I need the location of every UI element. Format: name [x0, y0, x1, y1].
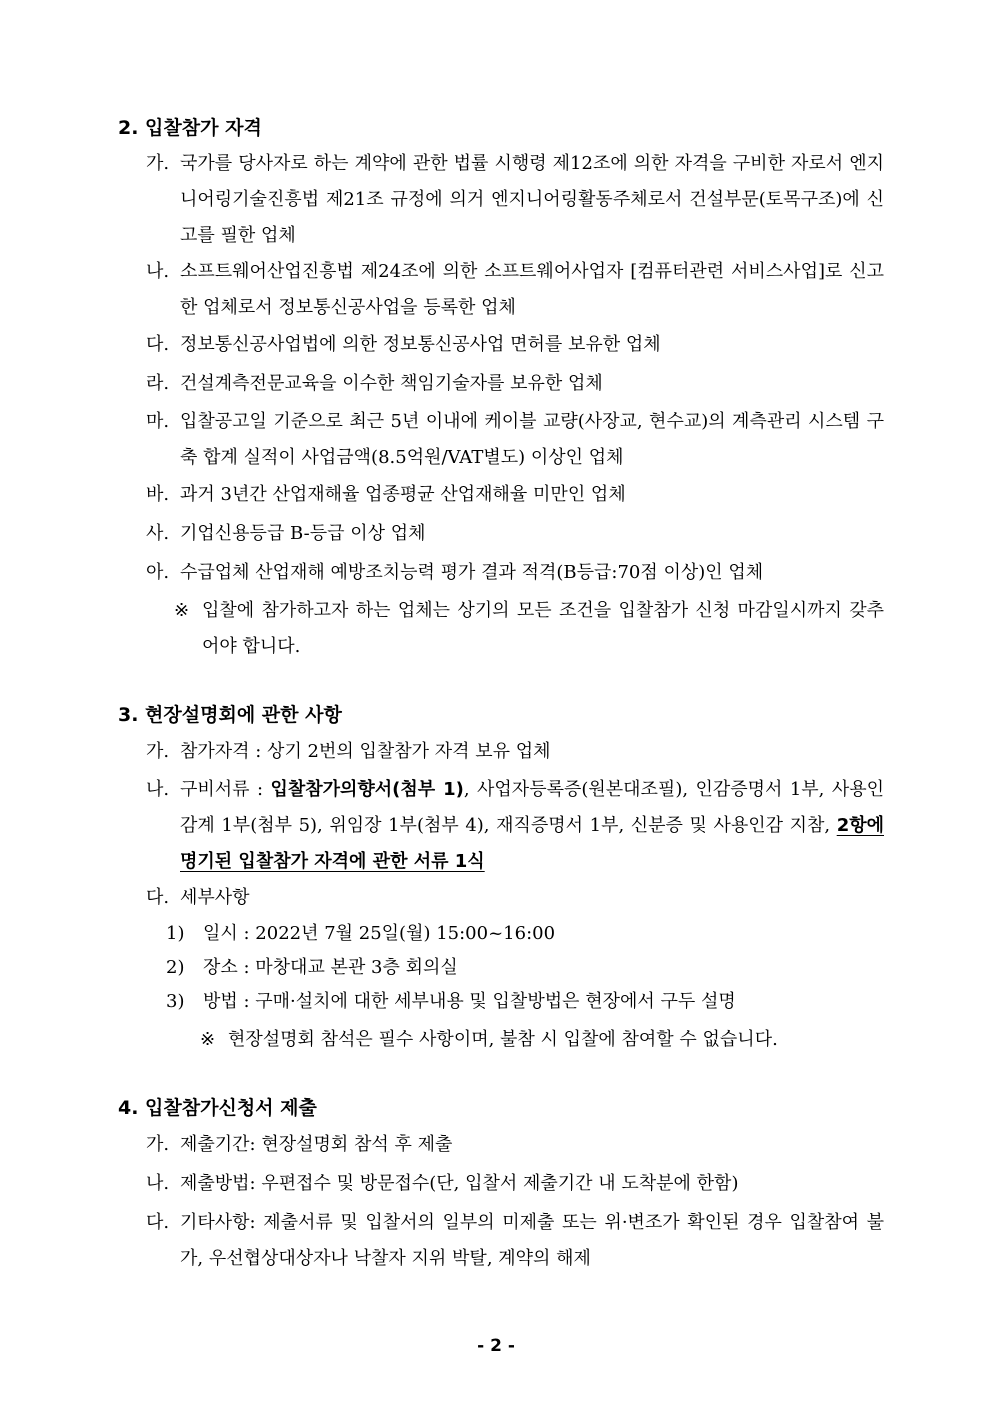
item-text: 제출방법: 우편접수 및 방문접수(단, 입찰서 제출기간 내 도착분에 한함): [180, 1173, 739, 1194]
item-marker: 아.: [146, 562, 170, 583]
item-text: 세부사항: [180, 887, 250, 908]
item-marker: 가.: [146, 741, 170, 762]
required-docs-list: , 사업자등록증(원본대조필), 인감증명서 1부, 사용인감계 1부(첨부 5), 위임장 1부(첨부 4), 재직증명서 1부, 신분증 및 사용인감 지참,: [180, 779, 884, 836]
item-marker: 나.: [146, 779, 170, 800]
item-marker: 마.: [146, 411, 170, 432]
section-2-title: 2. 입찰참가 자격: [118, 117, 262, 139]
sub-text: 방법 : 구매·설치에 대한 세부내용 및 입찰방법은 현장에서 구두 설명: [203, 991, 736, 1012]
note-text: 입찰에 참가하고자 하는 업체는 상기의 모든 조건을 입찰참가 신청 마감일시까지 갖추어야 합니다.: [202, 600, 884, 657]
item-text: 과거 3년간 산업재해율 업종평균 산업재해율 미만인 업체: [180, 484, 626, 505]
sub-text: 일시 : 2022년 7월 25일(월) 15:00~16:00: [203, 923, 556, 944]
required-docs-emphasis: 입찰참가의향서(첨부 1): [270, 779, 464, 800]
item-marker: 가.: [146, 1134, 170, 1155]
sub-marker: 1): [166, 923, 185, 944]
item-marker: 다.: [146, 1212, 170, 1233]
item-text: 기타사항: 제출서류 및 입찰서의 일부의 미제출 또는 위·변조가 확인된 경우 입찰참여 불가, 우선협상대상자나 낙찰자 지위 박탈, 계약의 해제: [180, 1212, 884, 1269]
item-text: 건설계측전문교육을 이수한 책임기술자를 보유한 업체: [180, 373, 603, 394]
sub-text: 장소 : 마창대교 본관 3층 회의실: [203, 957, 458, 978]
item-text: 입찰공고일 기준으로 최근 5년 이내에 케이블 교량(사장교, 현수교)의 계측관리 시스템 구축 합계 실적이 사업금액(8.5억원/VAT별도) 이상인 업체: [180, 411, 884, 468]
item-marker: 나.: [146, 1173, 170, 1194]
item-marker: 바.: [146, 484, 170, 505]
item-text: 기업신용등급 B-등급 이상 업체: [180, 523, 426, 544]
item-text: 정보통신공사업법에 의한 정보통신공사업 면허를 보유한 업체: [180, 334, 661, 355]
item-marker: 라.: [146, 373, 170, 394]
item-marker: 다.: [146, 887, 170, 908]
page-number: - 2 -: [477, 1336, 515, 1356]
item-text: 제출기간: 현장설명회 참석 후 제출: [180, 1134, 453, 1155]
note-marker: ※: [200, 1029, 216, 1050]
note-text: 현장설명회 참석은 필수 사항이며, 불참 시 입찰에 참여할 수 없습니다.: [228, 1029, 778, 1050]
item-text: 참가자격 : 상기 2번의 입찰참가 자격 보유 업체: [180, 741, 551, 762]
item-marker: 다.: [146, 334, 170, 355]
sub-marker: 2): [166, 957, 185, 978]
item-marker: 사.: [146, 523, 170, 544]
item-text: 소프트웨어산업진흥법 제24조에 의한 소프트웨어사업자 [컴퓨터관련 서비스사업]로 신고한 업체로서 정보통신공사업을 등록한 업체: [180, 261, 884, 318]
section-3-title: 3. 현장설명회에 관한 사항: [118, 704, 342, 726]
sub-marker: 3): [166, 991, 185, 1012]
item-text: 수급업체 산업재해 예방조치능력 평가 결과 적격(B등급:70점 이상)인 업체: [180, 562, 764, 583]
item-text: 국가를 당사자로 하는 계약에 관한 법률 시행령 제12조에 의한 자격을 구비한 자로서 엔지니어링기술진흥법 제21조 규정에 의거 엔지니어링활동주체로서 건설부문(토목구조)에 신고를 필한 업체: [180, 153, 884, 246]
item-text: [180, 772, 884, 880]
required-docs-label: 구비서류 :: [180, 779, 271, 800]
item-marker: 가.: [146, 153, 170, 174]
item-marker: 나.: [146, 261, 170, 282]
section-4-title: 4. 입찰참가신청서 제출: [118, 1097, 317, 1119]
required-docs-qualification: 2항에 명기된 입찰참가 자격에 관한 서류 1식: [180, 815, 884, 872]
note-marker: ※: [174, 600, 190, 621]
